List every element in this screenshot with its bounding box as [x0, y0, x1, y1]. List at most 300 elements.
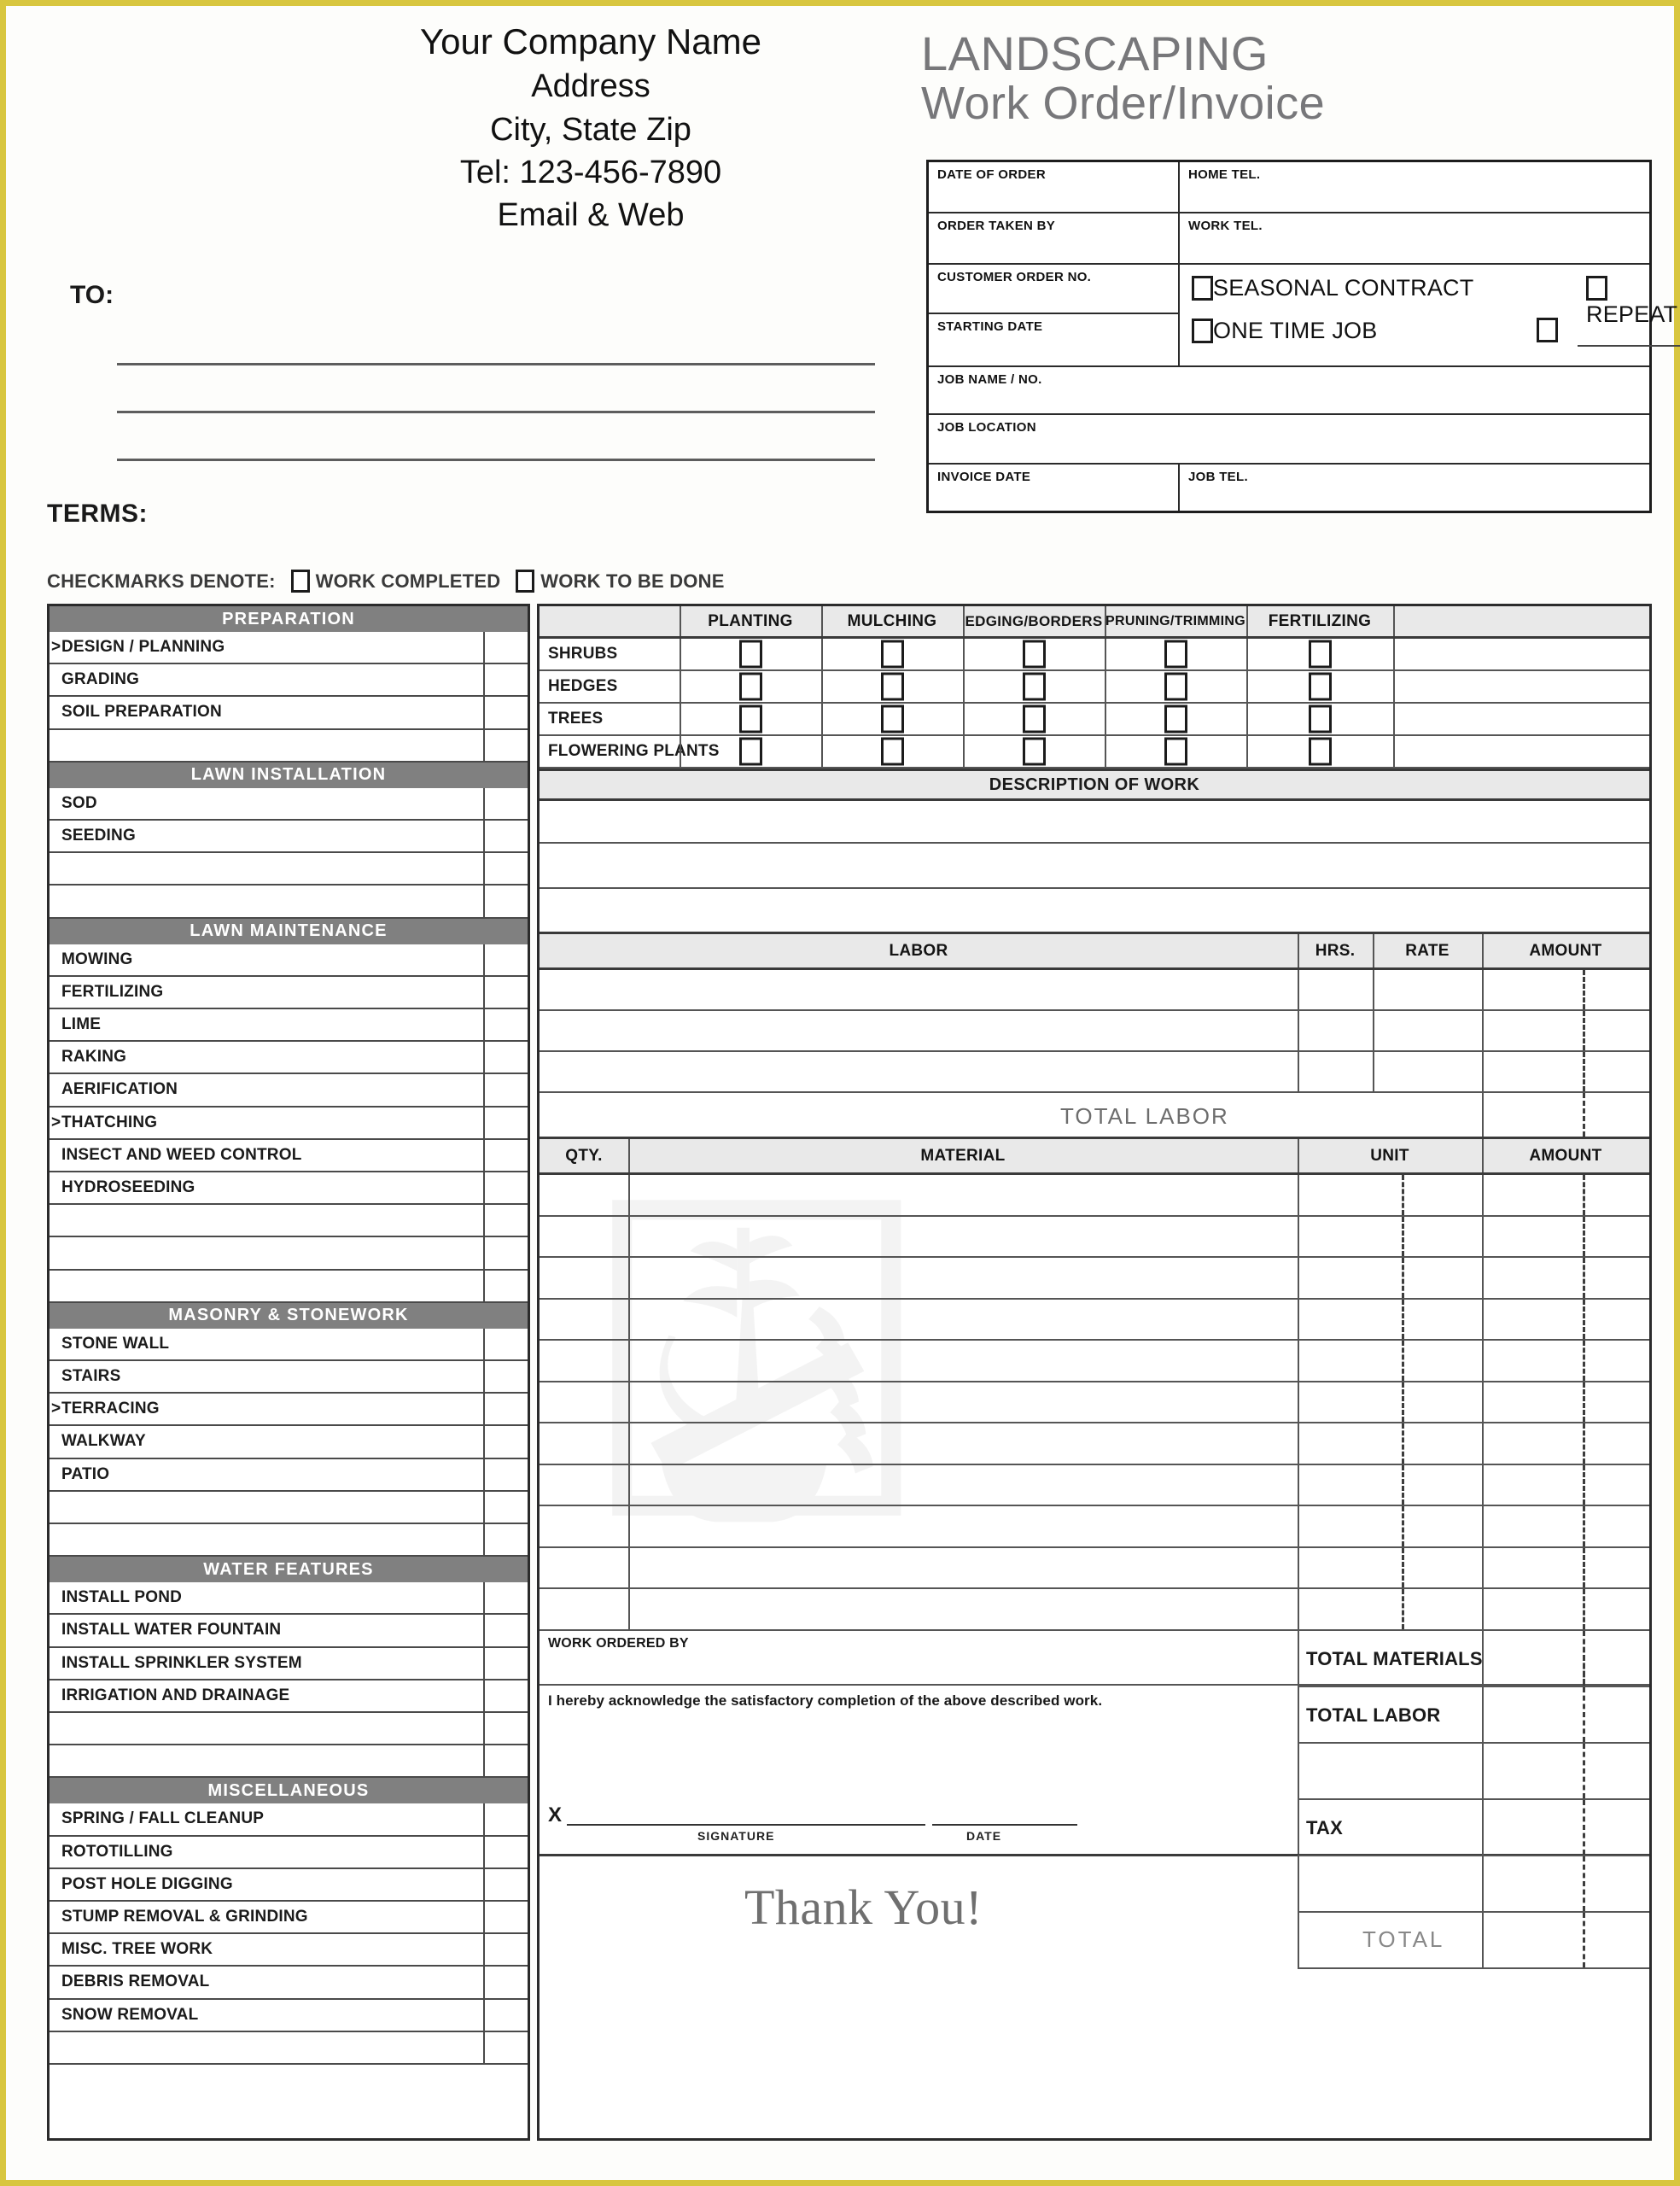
cents-divider: [1583, 1913, 1585, 1967]
material-row[interactable]: [540, 1217, 1649, 1259]
service-checkbox-cell[interactable]: [483, 1205, 528, 1236]
seasonal-contract-option[interactable]: [1192, 275, 1473, 301]
cents-divider: [1583, 1300, 1585, 1340]
totals-label: TAX: [1306, 1817, 1343, 1838]
starting-date-label: STARTING DATE: [937, 319, 1043, 334]
material-header-row: [540, 1139, 1649, 1175]
grid-divider: [1246, 704, 1248, 734]
grid-divider: [628, 1217, 630, 1257]
material-row[interactable]: [540, 1175, 1649, 1217]
service-label: PATIO: [61, 1464, 110, 1483]
service-checkbox-cell[interactable]: [483, 1009, 528, 1040]
grid-divider: [680, 736, 681, 767]
plant-grid-checkbox[interactable]: [1023, 738, 1046, 766]
service-checkbox-cell[interactable]: [483, 977, 528, 1008]
plant-grid-checkbox[interactable]: [1309, 705, 1332, 734]
labor-row[interactable]: [540, 1052, 1649, 1093]
service-row[interactable]: [50, 1680, 528, 1713]
service-section-header-5: MISCELLANEOUS: [50, 1778, 528, 1803]
service-row[interactable]: [50, 1967, 528, 1999]
description-row-3[interactable]: [540, 889, 1649, 934]
service-checkbox-cell[interactable]: [483, 886, 528, 916]
service-row[interactable]: [50, 853, 528, 886]
service-checkbox-cell[interactable]: [483, 1172, 528, 1203]
service-row[interactable]: [50, 1492, 528, 1524]
terms-label: TERMS:: [47, 500, 148, 528]
service-checkbox-cell[interactable]: [483, 1582, 528, 1613]
labor-col-header-1: HRS.: [1298, 934, 1373, 967]
service-row[interactable]: [50, 1803, 528, 1836]
service-checkbox-cell[interactable]: [483, 2000, 528, 2031]
header-row-order-taken: [929, 213, 1649, 265]
service-row[interactable]: [50, 788, 528, 821]
order-taken-by-label: ORDER TAKEN BY: [937, 219, 1056, 233]
repeat-label: REPEAT: [1586, 301, 1678, 327]
grid-divider: [1105, 639, 1106, 669]
grid-divider: [1482, 1856, 1484, 1911]
totals-label: TOTAL: [1362, 1926, 1445, 1952]
service-row[interactable]: [50, 1172, 528, 1205]
service-label: DEBRIS REMOVAL: [61, 1973, 210, 1991]
grid-divider: [628, 1175, 630, 1215]
cents-divider: [1402, 1423, 1404, 1464]
service-label: MOWING: [61, 950, 133, 968]
cents-divider: [1583, 1506, 1585, 1546]
service-row[interactable]: [50, 1108, 528, 1140]
grid-divider: [1482, 1744, 1484, 1798]
plant-grid-row: [540, 671, 1649, 704]
totals-label: TOTAL MATERIALS: [1306, 1648, 1483, 1669]
service-checkbox-cell[interactable]: [483, 1902, 528, 1932]
material-row[interactable]: [540, 1300, 1649, 1341]
service-row[interactable]: [50, 1361, 528, 1394]
service-label: AERIFICATION: [61, 1080, 178, 1099]
service-checkbox-cell[interactable]: [483, 1108, 528, 1138]
service-checkbox-cell[interactable]: [483, 788, 528, 819]
grid-divider: [1482, 970, 1484, 1009]
grid-divider: [628, 1589, 630, 1629]
service-label: STAIRS: [61, 1367, 121, 1386]
grid-divider: [1246, 639, 1248, 669]
plant-grid-checkbox[interactable]: [881, 673, 904, 701]
date-line[interactable]: [932, 1824, 1077, 1826]
grid-divider: [821, 704, 823, 734]
order-header-box: [926, 160, 1678, 513]
totals-row[interactable]: [1298, 1856, 1649, 1913]
cents-divider: [1402, 1217, 1404, 1257]
service-row[interactable]: [50, 730, 528, 763]
service-row[interactable]: [50, 1869, 528, 1902]
service-checkbox-cell[interactable]: [483, 1042, 528, 1073]
other-option-writeline[interactable]: [1578, 345, 1680, 347]
plant-grid-checkbox[interactable]: [1309, 640, 1332, 669]
material-row[interactable]: [540, 1382, 1649, 1424]
work-to-be-done-checkbox[interactable]: [516, 570, 534, 593]
other-option-checkbox[interactable]: [1537, 318, 1558, 342]
cents-divider: [1583, 1687, 1585, 1742]
material-row[interactable]: [540, 1506, 1649, 1548]
grid-divider: [821, 736, 823, 767]
plant-grid-checkbox[interactable]: [739, 673, 762, 701]
other-option[interactable]: [1537, 318, 1558, 342]
grid-divider: [1298, 1258, 1299, 1298]
service-label: FERTILIZING: [61, 982, 164, 1001]
grid-divider: [1482, 1423, 1484, 1464]
grid-divider: [1482, 1011, 1484, 1050]
repeat-checkbox[interactable]: [1586, 276, 1607, 301]
plant-grid-checkbox[interactable]: [739, 640, 762, 669]
cents-divider: [1583, 1217, 1585, 1257]
main-grid: [47, 604, 1652, 2141]
plant-grid-checkbox[interactable]: [1164, 640, 1187, 669]
service-checkbox-cell[interactable]: [483, 730, 528, 761]
checkmarks-denote-row: [47, 570, 725, 593]
service-checkbox-cell[interactable]: [483, 1648, 528, 1679]
cents-divider: [1402, 1175, 1404, 1215]
grid-divider: [1482, 1687, 1484, 1742]
service-checkbox-cell[interactable]: [483, 1394, 528, 1424]
grid-divider: [1482, 1217, 1484, 1257]
grid-divider: [1393, 639, 1395, 669]
work-to-be-done-label: WORK TO BE DONE: [540, 570, 725, 592]
grid-divider: [680, 671, 681, 702]
service-row[interactable]: [50, 1902, 528, 1934]
service-label: RAKING: [61, 1048, 127, 1067]
service-label: STUMP REMOVAL & GRINDING: [61, 1908, 308, 1926]
service-checkbox-cell[interactable]: [483, 1524, 528, 1555]
cents-divider: [1402, 1258, 1404, 1298]
service-row[interactable]: [50, 632, 528, 664]
plant-row-label: FLOWERING PLANTS: [548, 742, 720, 760]
page-title: [921, 28, 1553, 129]
plant-grid-checkbox[interactable]: [739, 738, 762, 766]
service-checkbox-cell[interactable]: [483, 2032, 528, 2063]
service-checkbox-cell[interactable]: [483, 1329, 528, 1359]
work-detail-column: [537, 604, 1652, 2141]
totals-row[interactable]: [1298, 1687, 1649, 1744]
grid-divider: [628, 1465, 630, 1505]
service-checkbox-cell[interactable]: [483, 1459, 528, 1490]
service-label: ROTOTILLING: [61, 1842, 173, 1861]
service-row[interactable]: [50, 2032, 528, 2065]
service-row[interactable]: [50, 1205, 528, 1237]
service-row[interactable]: [50, 1426, 528, 1458]
service-checkbox-cell[interactable]: [483, 1837, 528, 1867]
service-checkbox-cell[interactable]: [483, 1271, 528, 1301]
grid-divider: [821, 639, 823, 669]
service-row[interactable]: [50, 1394, 528, 1426]
cents-divider: [1583, 1423, 1585, 1464]
header-row-job-name[interactable]: [929, 367, 1649, 415]
grid-divider: [1482, 1382, 1484, 1423]
service-row[interactable]: [50, 1713, 528, 1745]
grid-divider: [628, 1300, 630, 1340]
grid-divider: [1246, 671, 1248, 702]
material-row[interactable]: [540, 1589, 1649, 1631]
grid-divider: [1246, 736, 1248, 767]
service-row[interactable]: [50, 1329, 528, 1361]
plant-col-header-2: EDGING/BORDERS: [963, 606, 1105, 636]
service-row[interactable]: [50, 1745, 528, 1778]
company-city-state-zip: City, State Zip: [490, 111, 691, 148]
cents-divider: [1402, 1589, 1404, 1629]
cents-divider: [1583, 1258, 1585, 1298]
description-row-2[interactable]: [540, 844, 1649, 889]
service-checkbox-cell[interactable]: [483, 1140, 528, 1171]
service-row[interactable]: [50, 2000, 528, 2032]
plant-grid-checkbox[interactable]: [739, 705, 762, 734]
work-tel-label: WORK TEL.: [1188, 219, 1263, 233]
grid-divider: [1105, 704, 1106, 734]
plant-row-label: SHRUBS: [548, 645, 618, 663]
grid-divider: [1482, 1258, 1484, 1298]
company-name: Your Company Name: [420, 21, 761, 61]
service-row[interactable]: [50, 1042, 528, 1074]
service-section-header-2: LAWN MAINTENANCE: [50, 919, 528, 944]
cents-divider: [1583, 1856, 1585, 1911]
grid-divider: [1298, 1300, 1299, 1340]
grid-divider: [963, 704, 965, 734]
totals-row[interactable]: [1298, 1744, 1649, 1800]
totals-row[interactable]: [1298, 1800, 1649, 1856]
grid-divider: [963, 736, 965, 767]
service-checkbox-cell[interactable]: [483, 1492, 528, 1523]
header-row-invoice-date: [929, 465, 1649, 511]
service-row[interactable]: [50, 1074, 528, 1107]
material-row[interactable]: [540, 1548, 1649, 1590]
plant-grid-checkbox[interactable]: [881, 738, 904, 766]
cents-divider: [1583, 1341, 1585, 1381]
service-checkbox-cell[interactable]: [483, 1869, 528, 1900]
cents-divider: [1583, 1744, 1585, 1798]
service-checkbox-cell[interactable]: [483, 944, 528, 975]
cents-divider: [1583, 1052, 1585, 1091]
material-row[interactable]: [540, 1423, 1649, 1465]
service-checkbox-cell[interactable]: [483, 664, 528, 695]
cents-divider: [1583, 1011, 1585, 1050]
service-checkbox-cell[interactable]: [483, 1615, 528, 1645]
service-label: INSTALL POND: [61, 1588, 183, 1607]
service-row[interactable]: [50, 886, 528, 918]
plant-grid-row: [540, 704, 1649, 736]
to-line-2[interactable]: [117, 411, 875, 413]
grid-divider: [1393, 671, 1395, 702]
grid-divider: [1393, 736, 1395, 767]
service-marker-icon: >: [51, 1400, 61, 1418]
service-marker-icon: >: [51, 1113, 61, 1131]
to-line-1[interactable]: [117, 363, 875, 365]
repeat-option[interactable]: [1586, 275, 1677, 328]
service-label: SOIL PREPARATION: [61, 703, 222, 722]
totals-row[interactable]: [1298, 1631, 1649, 1687]
service-label: STONE WALL: [61, 1334, 170, 1353]
grid-divider: [1298, 1341, 1299, 1381]
job-name-no-label: JOB NAME / NO.: [937, 372, 1042, 387]
material-col-header-3: AMOUNT: [1482, 1139, 1649, 1172]
home-tel-label: HOME TEL.: [1188, 167, 1261, 182]
service-row[interactable]: [50, 1648, 528, 1680]
cents-divider: [1583, 970, 1585, 1009]
labor-col-header-0: LABOR: [540, 934, 1298, 967]
service-row[interactable]: [50, 1009, 528, 1042]
material-row[interactable]: [540, 1465, 1649, 1507]
plant-col-header-4: FERTILIZING: [1246, 606, 1393, 636]
service-checkbox-cell[interactable]: [483, 1237, 528, 1268]
company-telephone: Tel: 123-456-7890: [459, 154, 722, 190]
service-row[interactable]: [50, 821, 528, 853]
grid-divider: [1482, 1300, 1484, 1340]
material-row[interactable]: [540, 1341, 1649, 1382]
grid-divider: [1298, 1423, 1299, 1464]
grid-divider: [1298, 1011, 1299, 1050]
service-row[interactable]: [50, 1140, 528, 1172]
cents-divider: [1402, 1506, 1404, 1546]
grid-divider: [1298, 970, 1299, 1009]
service-checkbox-cell[interactable]: [483, 1426, 528, 1457]
service-row[interactable]: [50, 944, 528, 977]
plant-grid-row: [540, 639, 1649, 671]
service-label: SEEDING: [61, 827, 136, 845]
service-row[interactable]: [50, 1934, 528, 1967]
title-line-1: LANDSCAPING: [921, 26, 1269, 80]
service-label: WALKWAY: [61, 1432, 146, 1451]
grid-divider: [963, 671, 965, 702]
service-row[interactable]: [50, 697, 528, 729]
service-row[interactable]: [50, 664, 528, 697]
service-checkbox-cell[interactable]: [483, 632, 528, 663]
service-row[interactable]: [50, 977, 528, 1009]
service-label: MISC. TREE WORK: [61, 1940, 213, 1959]
plant-row-label: HEDGES: [548, 677, 618, 695]
grid-divider: [1298, 1052, 1299, 1091]
service-row[interactable]: [50, 1615, 528, 1647]
service-row[interactable]: [50, 1271, 528, 1303]
material-col-header-0: QTY.: [540, 1139, 628, 1172]
to-label: TO:: [70, 281, 114, 309]
service-checkbox-cell[interactable]: [483, 1361, 528, 1392]
material-row[interactable]: [540, 1258, 1649, 1300]
service-row[interactable]: [50, 1237, 528, 1270]
work-completed-checkbox[interactable]: [291, 570, 310, 593]
seasonal-contract-checkbox[interactable]: [1192, 276, 1213, 301]
service-label: INSTALL WATER FOUNTAIN: [61, 1621, 282, 1640]
date-of-order-label: DATE OF ORDER: [937, 167, 1046, 182]
service-label: SPRING / FALL CLEANUP: [61, 1809, 265, 1828]
grid-divider: [628, 1382, 630, 1423]
service-checkbox-cell[interactable]: [483, 821, 528, 851]
grid-divider: [1105, 736, 1106, 767]
plant-grid-checkbox[interactable]: [1164, 705, 1187, 734]
labor-col-header-2: RATE: [1373, 934, 1482, 967]
work-completed-label: WORK COMPLETED: [315, 570, 501, 592]
plant-grid-checkbox[interactable]: [1164, 738, 1187, 766]
service-label: INSTALL SPRINKLER SYSTEM: [61, 1653, 302, 1672]
grid-divider: [628, 1341, 630, 1381]
service-row[interactable]: [50, 1582, 528, 1615]
service-checkbox-cell[interactable]: [483, 1680, 528, 1711]
labor-row[interactable]: [540, 970, 1649, 1011]
grid-divider: [821, 671, 823, 702]
cents-divider: [1402, 1300, 1404, 1340]
service-label: HYDROSEEDING: [61, 1178, 195, 1197]
grid-divider: [1105, 671, 1106, 702]
service-checkbox-cell[interactable]: [483, 853, 528, 884]
plant-col-header-1: MULCHING: [821, 606, 963, 636]
plant-grid-checkbox[interactable]: [1023, 640, 1046, 669]
grid-divider: [1393, 704, 1395, 734]
checkmarks-denote-label: CHECKMARKS DENOTE:: [47, 570, 276, 592]
description-row-1[interactable]: [540, 801, 1649, 844]
grid-divider: [1482, 1800, 1484, 1855]
service-row[interactable]: [50, 1524, 528, 1557]
grid-divider: [628, 1548, 630, 1588]
plant-grid-checkbox[interactable]: [1023, 705, 1046, 734]
plant-grid-checkbox[interactable]: [881, 640, 904, 669]
grid-divider: [680, 704, 681, 734]
to-line-3[interactable]: [117, 459, 875, 461]
service-label: SOD: [61, 793, 97, 812]
cents-divider: [1583, 1631, 1585, 1686]
service-checkbox-cell[interactable]: [483, 697, 528, 728]
service-section-header-4: WATER FEATURES: [50, 1557, 528, 1582]
signature-x-mark: X: [548, 1803, 563, 1827]
one-time-job-option[interactable]: [1192, 318, 1377, 344]
cents-divider: [1402, 1341, 1404, 1381]
plant-grid-checkbox[interactable]: [1023, 673, 1046, 701]
plant-grid-checkbox[interactable]: [1309, 738, 1332, 766]
plant-grid-checkbox[interactable]: [1309, 673, 1332, 701]
totals-label: TOTAL LABOR: [1306, 1704, 1441, 1726]
grid-divider: [628, 1506, 630, 1546]
service-checkbox-cell[interactable]: [483, 1745, 528, 1776]
plant-grid-checkbox[interactable]: [1164, 673, 1187, 701]
cents-divider: [1402, 1382, 1404, 1423]
cents-divider: [1583, 1548, 1585, 1588]
work-ordered-by-label: WORK ORDERED BY: [548, 1636, 689, 1651]
material-col-header-2: UNIT: [1298, 1139, 1482, 1172]
grid-divider: [1298, 1465, 1299, 1505]
job-tel-label: JOB TEL.: [1188, 470, 1248, 484]
service-checkbox-cell[interactable]: [483, 1074, 528, 1105]
labor-header-row: [540, 934, 1649, 970]
service-label: LIME: [61, 1015, 102, 1034]
service-checkbox-cell[interactable]: [483, 1934, 528, 1965]
service-checkbox-cell[interactable]: [483, 1967, 528, 1997]
grid-divider: [1482, 1548, 1484, 1588]
totals-row[interactable]: [1298, 1913, 1649, 1969]
grid-divider: [1298, 1589, 1299, 1629]
cents-divider: [1583, 1800, 1585, 1855]
service-checkbox-cell[interactable]: [483, 1713, 528, 1744]
grid-divider: [1298, 1217, 1299, 1257]
service-checkbox-cell[interactable]: [483, 1803, 528, 1834]
service-row[interactable]: [50, 1459, 528, 1492]
date-caption: DATE: [966, 1829, 1002, 1843]
service-section-header-1: LAWN INSTALLATION: [50, 763, 528, 788]
service-label: INSECT AND WEED CONTROL: [61, 1145, 302, 1164]
signature-caption: SIGNATURE: [697, 1829, 775, 1843]
grid-divider: [1373, 970, 1374, 1009]
total-labor-row: [540, 1093, 1649, 1139]
one-time-job-checkbox[interactable]: [1192, 319, 1213, 343]
labor-row[interactable]: [540, 1011, 1649, 1052]
grid-divider: [963, 639, 965, 669]
plant-grid-checkbox[interactable]: [881, 705, 904, 734]
service-row[interactable]: [50, 1837, 528, 1869]
header-row-job-location[interactable]: [929, 415, 1649, 465]
signature-line[interactable]: [567, 1824, 925, 1826]
grid-divider: [1298, 1175, 1299, 1215]
